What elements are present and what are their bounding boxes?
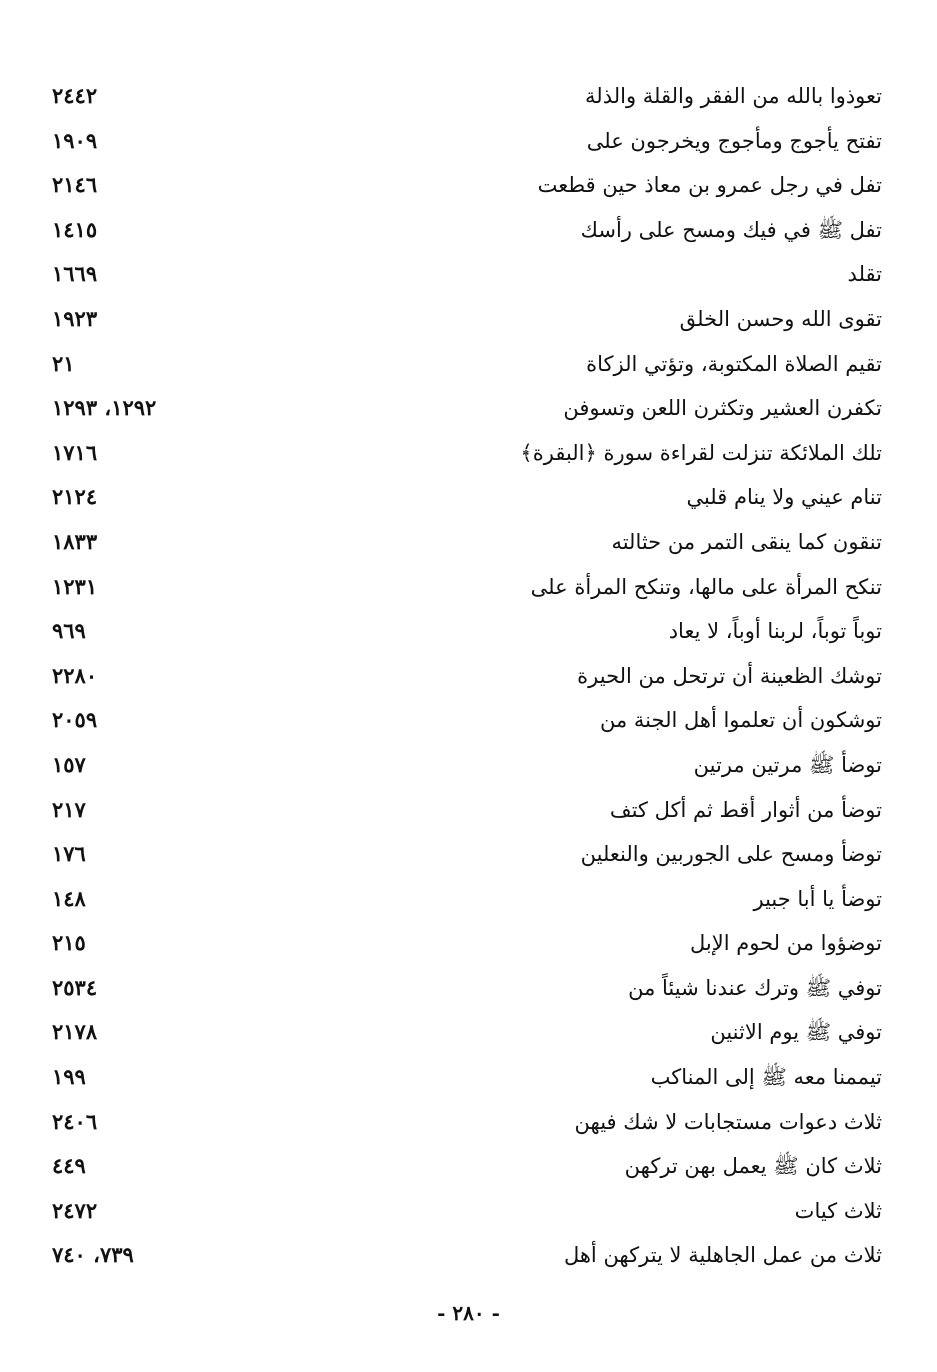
entry-reference-number: ١٤١٥ (52, 216, 98, 242)
entry-text: ثلاث من عمل الجاهلية لا يتركهن أهل (563, 1243, 882, 1268)
index-entry (52, 567, 882, 612)
entry-text: توضؤوا من لحوم الإبل (690, 931, 882, 956)
entry-reference-number: ٢١٧ (52, 796, 86, 822)
entry-reference-number: ٢١٧٨ (52, 1019, 98, 1045)
entry-reference-number: ١٧٦ (52, 841, 86, 867)
entry-reference-number: ٩٦٩ (52, 618, 86, 644)
entry-text: ثلاث كان ﷺ يعمل بهن تركهن (624, 1154, 882, 1179)
entry-reference-number: ١٩٩ (52, 1064, 86, 1090)
index-entry (52, 790, 882, 835)
entry-text: تفتح يأجوج ومأجوج ويخرجون على (586, 128, 882, 153)
entry-text: تنكح المرأة على مالها، وتنكح المرأة على (530, 574, 882, 599)
entry-text: توضأ ﷺ مرتين مرتين (693, 752, 882, 777)
index-entry (52, 165, 882, 210)
index-entry (52, 210, 882, 255)
entry-reference-number: ٢١٥ (52, 930, 86, 956)
entry-text: تنقون كما ينقى التمر من حثالته (611, 529, 882, 554)
entry-text: توضأ من أثوار أقط ثم أكل كتف (609, 797, 882, 822)
index-entry (52, 1102, 882, 1147)
entry-text: تفل في رجل عمرو بن معاذ حين قطعت (537, 173, 882, 198)
entry-text: تقيم الصلاة المكتوبة، وتؤتي الزكاة (586, 351, 882, 376)
entry-reference-number: ٢٢٨٠ (52, 662, 98, 688)
entry-reference-number: ٢٤٧٢ (52, 1197, 98, 1223)
index-entry (52, 923, 882, 968)
entry-reference-number: ٢٠٥٩ (52, 707, 98, 733)
page-number: - ٢٨٠ - (437, 1301, 500, 1325)
index-entry (52, 656, 882, 701)
index-entry (52, 1057, 882, 1102)
entry-text: تفل ﷺ في فيك ومسح على رأسك (580, 217, 882, 242)
index-entry (52, 388, 882, 433)
index-entry (52, 76, 882, 121)
entry-reference-number: ١٢٣١ (52, 573, 98, 599)
entry-text: ثلاث كيات (794, 1198, 882, 1223)
entry-reference-number: ١٨٣٣ (52, 528, 98, 554)
entry-reference-number: ٢٤٤٢ (52, 83, 98, 108)
entry-reference-number: ١٦٦٩ (52, 261, 98, 287)
entry-text: توشك الظعينة أن ترتحل من الحيرة (577, 663, 882, 688)
entry-text: توضأ ومسح على الجوربين والنعلين (580, 842, 882, 867)
entry-text: توفي ﷺ وترك عندنا شيئاً من (628, 975, 882, 1000)
index-entry (52, 1012, 882, 1057)
index-entry (52, 745, 882, 790)
entry-text: ثلاث دعوات مستجابات لا شك فيهن (574, 1109, 882, 1134)
entry-reference-number: ٤٤٩ (52, 1153, 86, 1179)
entry-reference-number: ٢١٢٤ (52, 484, 98, 510)
entry-text: تقوى الله وحسن الخلق (679, 306, 882, 331)
entry-text: تعوذوا بالله من الفقر والقلة والذلة (585, 84, 882, 108)
index-entry (52, 477, 882, 522)
index-entry (52, 522, 882, 567)
entry-text: تقلد (847, 262, 882, 287)
index-entry (52, 1191, 882, 1236)
entry-text: تكفرن العشير وتكثرن اللعن وتسوفن (563, 396, 882, 421)
index-entry (52, 968, 882, 1013)
index-entry (52, 834, 882, 879)
index-entry (52, 611, 882, 656)
entry-text: توباً توباً، لربنا أوباً، لا يعاد (668, 619, 882, 644)
index-entry (52, 299, 882, 344)
entry-reference-number: ٢٤٠٦ (52, 1108, 98, 1134)
entry-text: تنام عيني ولا ينام قلبي (686, 485, 882, 510)
index-entry (52, 1146, 882, 1191)
entry-reference-number: ٢٥٣٤ (52, 974, 98, 1000)
entry-reference-number: ٧٣٩، ٧٤٠ (52, 1242, 134, 1268)
entry-reference-number: ١٧١٦ (52, 439, 98, 465)
entry-reference-number: ١٩٢٣ (52, 305, 98, 331)
index-list (52, 76, 882, 1280)
entry-text: توشكون أن تعلموا أهل الجنة من (600, 708, 882, 733)
entry-reference-number: ٢١٤٦ (52, 172, 98, 198)
entry-reference-number: ١٤٨ (52, 885, 86, 911)
index-entry (52, 879, 882, 924)
entry-text: تلك الملائكة تنزلت لقراءة سورة ﴿البقرة﴾ (520, 440, 882, 465)
index-entry (52, 344, 882, 389)
entry-text: تيممنا معه ﷺ إلى المناكب (650, 1065, 882, 1090)
entry-reference-number: ١٢٩٢، ١٢٩٣ (52, 395, 157, 421)
entry-text: توفي ﷺ يوم الاثنين (710, 1020, 882, 1045)
index-entry (52, 121, 882, 166)
entry-reference-number: ٢١ (52, 350, 75, 376)
index-entry (52, 1235, 882, 1280)
entry-reference-number: ١٩٠٩ (52, 127, 98, 153)
entry-text: توضأ يا أبا جبير (753, 886, 882, 911)
index-entry (52, 700, 882, 745)
index-entry (52, 433, 882, 478)
index-entry (52, 254, 882, 299)
entry-reference-number: ١٥٧ (52, 751, 86, 777)
